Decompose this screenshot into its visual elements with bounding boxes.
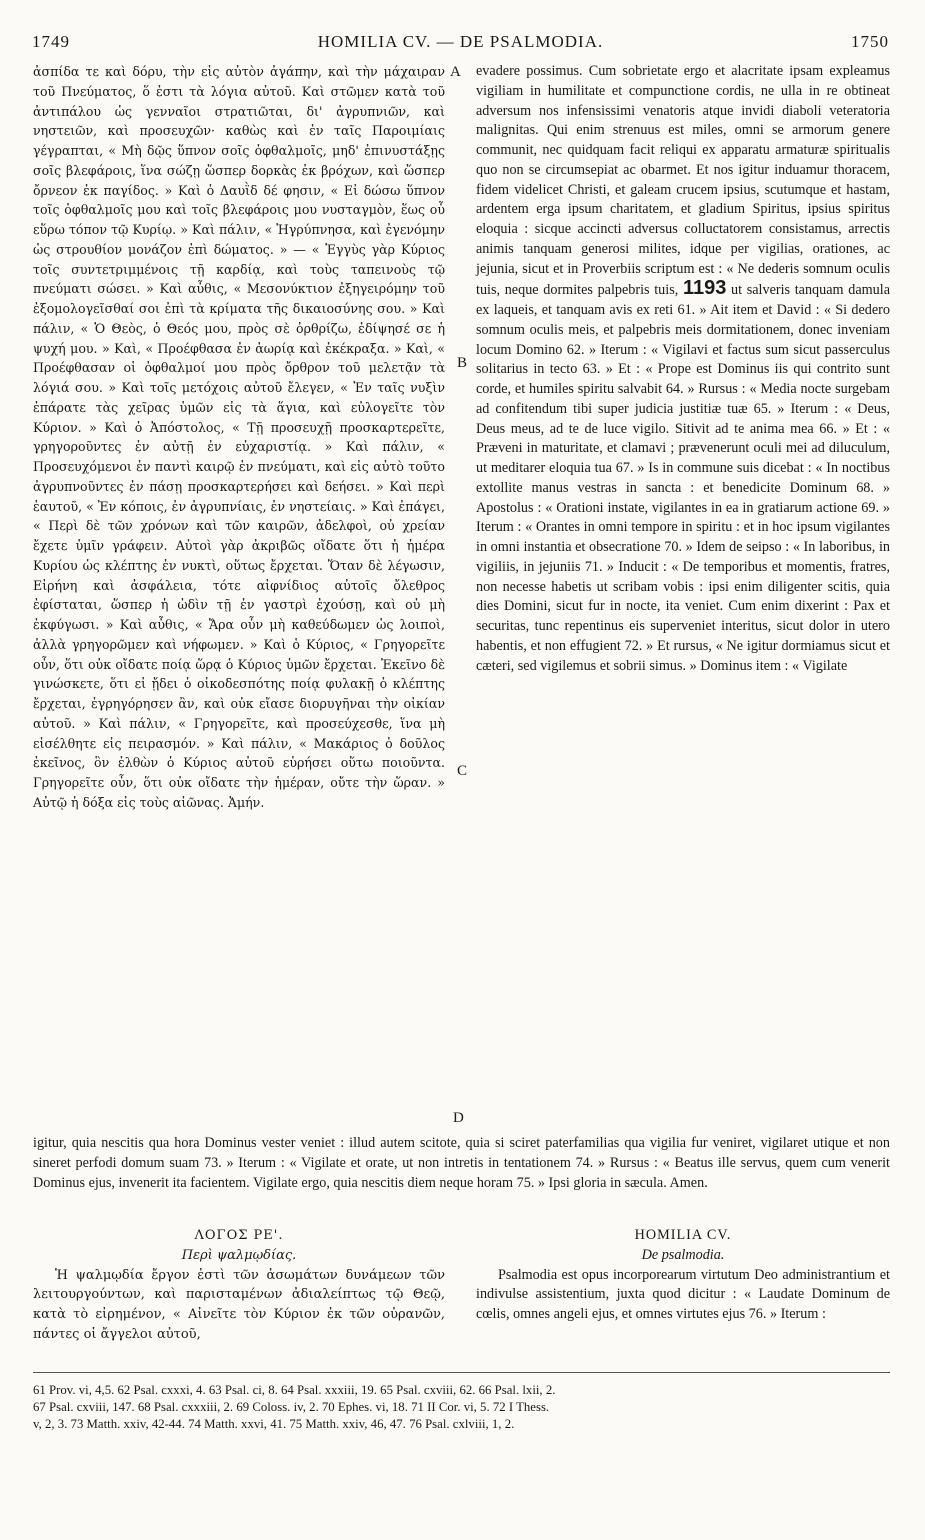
latin-section-text: Psalmodia est opus incorporearum virtutum Deo administrantium et indivulse assistentium, juxta quod dicitur : « Laudate Dominum de cœlis, omnes angeli ejus, et omnes virtutes ejus 76. » Iterum :: [476, 1266, 890, 1322]
page-number-left: 1749: [32, 32, 70, 51]
margin-marker-a: A: [450, 64, 461, 80]
full-width-text: igitur, quia nescitis qua hora Dominus vester veniet : illud autem scitote, quia si sciret paterfamilias qua vigilia fur veniret, vigilaret utique et non sineret perfodi domum suam 73. » Iterum : « Vigilate et orate, ut non intretis in tentationem 74. » Rursus : « Beatus ille servus, quem cum venerit Dominus ejus, invenerit ita facientem. Vigilate ergo, quia nescitis diem neque horam 75. » Ipsi gloria in sæcula. Amen.: [33, 1135, 890, 1191]
greek-section-text: Ἡ ψαλμῳδία ἔργον ἐστὶ τῶν ἀσωμάτων δυνάμεων τῶν λειτουργούντων, καὶ παρισταμένων ἀδιαλείπτως τῷ Θεῷ, κατὰ τὸ εἰρημένον, « Αἰνεῖτε τὸν Κύριον ἐκ τῶν οὐρανῶν, πάντες οἱ ἄγγελοι αὐτοῦ,: [33, 1267, 445, 1342]
greek-section: [33, 1226, 445, 1345]
greek-column-text: ἀσπίδα τε καὶ δόρυ, τὴν εἰς αὐτὸν ἀγάπην, καὶ τὴν μάχαιραν τοῦ Πνεύματος, ὅ ἐστι τὰ λόγια αὐτοῦ. Καὶ στῶμεν κατὰ τοῦ ἀντιπάλου ὡς γενναῖοι στρατιῶται, δι' ἀγρυπνιῶν, καὶ νηστειῶν, καὶ προσευχῶν· καθὼς καὶ ἐν ταῖς Παροιμίαις γέγραπται, « Μὴ δῷς ὕπνον σοῖς ὀφθαλμοῖς, μηδ' ἐπινυστάξῃς σοῖς βλεφάροις, ἵνα σώζῃ ὥσπερ δορκὰς ἐκ βρόχων, καὶ ὥσπερ ὄρνεον ἐκ παγίδος. » Καὶ ὁ Δαυῒδ δέ φησιν, « Εἰ δώσω ὕπνον τοῖς ὀφθαλμοῖς μου καὶ τοῖς βλεφάροις μου νυσταγμὸν, ἕως οὗ εὕρω τόπον τῷ Κυρίῳ. » Καὶ πάλιν, « Ἠγρύπνησα, καὶ ἐγενόμην ὡς στρουθίον μονάζον ἐπὶ δώματος. » — « Ἐγγὺς γὰρ Κύριος τοῖς συντετριμμένοις τῇ καρδίᾳ, καὶ τοὺς ταπεινοὺς τῷ πνεύματι σώσει. » Καὶ αὖθις, « Μεσονύκτιον ἐξηγειρόμην τοῦ ἐξομολογεῖσθαί σοι ἐπὶ τὰ κρίματα τῆς δικαιοσύνης σου. » Καὶ πάλιν, « Ὁ Θεὸς, ὁ Θεός μου, πρὸς σὲ ὀρθρίζω, ἐδίψησέ σε ἡ ψυχή μου. » Καὶ, « Προέφθασα ἐν ἀωρίᾳ καὶ ἐκέκραξα. » Καὶ, « Προέφθασαν οἱ ὀφθαλμοί μου πρὸς ὄρθρον τοῦ μελετᾷν τὰ λόγιά σου. » Καὶ τοῖς μετόχοις αὐτοῦ ἔλεγεν, « Ἐν ταῖς νυξὶν ἐπάρατε τὰς χεῖρας ὑμῶν εἰς τὰ ἅγια, καὶ εὐλογεῖτε τὸν Κύριον. » Καὶ ὁ Ἀπόστολος, « Τῇ προσευχῇ προσκαρτερεῖτε, γρηγοροῦντες ἐν αὐτῇ ἐν εὐχαριστίᾳ. » Καὶ πάλιν, « Προσευχόμενοι ἐν παντὶ καιρῷ ἐν πνεύματι, καὶ εἰς αὐτὸ τοῦτο ἀγρυπνοῦντες ἐν πάσῃ προσκαρτερήσει καὶ δεήσει. » Καὶ περὶ ἑαυτοῦ, « Ἐν κόποις, ἐν ἀγρυπνίαις, ἐν νηστείαις. » Καὶ ἐπάγει, « Περὶ δὲ τῶν χρόνων καὶ τῶν καιρῶν, ἀδελφοὶ, οὐ χρείαν ἔχετε ὑμῖν γράφειν. Αὐτοὶ γὰρ ἀκριβῶς οἴδατε ὅτι ἡ ἡμέρα Κυρίου ὡς κλέπτης ἐν νυκτὶ, οὕτως ἔρχεται. Ὅταν δὲ λέγωσιν, Εἰρήνη καὶ ἀσφάλεια, τότε αἰφνίδιος αὐτοῖς ὄλεθρος ἐφίσταται, ὥσπερ ἡ ὠδὶν τῇ ἐν γαστρὶ ἐχούσῃ, καὶ οὐ μὴ ἐκφύγωσι. » Καὶ αὖθις, « Ἄρα οὖν μὴ καθεύδωμεν ὡς λοιποὶ, ἀλλὰ γρηγορῶμεν καὶ νήφωμεν. » Καὶ ὁ Κύριος, « Γρηγορεῖτε οὖν, ὅτι οὐκ οἴδατε ποίᾳ ὥρᾳ ὁ Κύριος ὑμῶν ἔρχεται. Ἐκεῖνο δὲ γινώσκετε, ὅτι εἰ ᾔδει ὁ οἰκοδεσπότης ποίᾳ φυλακῇ ὁ κλέπτης ἔρχεται, ἐγρηγόρησεν ἂν, καὶ οὐκ εἴασε διορυγῆναι τὴν οἰκίαν αὐτοῦ. » Καὶ πάλιν, « Γρηγορεῖτε, καὶ προσεύχεσθε, ἵνα μὴ εἰσέλθητε εἰς πειρασμόν. » Καὶ πάλιν, « Μακάριος ὁ δοῦλος ἐκεῖνος, ὃν ἐλθὼν ὁ Κύριος αὐτοῦ εὑρήσει οὕτω ποιοῦντα. Γρηγορεῖτε οὖν, ὅτι οὐκ οἴδατε τὴν ἡμέραν, οὔτε τὴν ὥραν. » Αὐτῷ ἡ δόξα εἰς τοὺς αἰῶνας. Ἀμήν.: [33, 64, 445, 810]
margin-marker-d: D: [453, 1110, 464, 1126]
margin-marker-c: C: [457, 763, 468, 779]
footnote-line-1: 61 Prov. vi, 4,5. 62 Psal. cxxxi, 4. 63 Psal. ci, 8. 64 Psal. xxxiii, 19. 65 Psal. cxviii, 62. 66 Psal. lxii, 2.: [33, 1383, 556, 1397]
latin-section-subheading: De psalmodia.: [641, 1246, 725, 1263]
latin-column-text-after: ut salveris tanquam damula ex laqueis, et tanquam avis ex reti 61. » Ait item et David : « Si dedero somnum oculis meis, et palpebris meis dormitationem, donec inveniam locum Domino 62. » Iterum : « Vigilavi et factus sum sicut passerculus solitarius in tecto 63. » Et : « Prope est Dominus iis qui contrito sunt corde, et humiles spiritu salvabit 64. » Rursus : « Media nocte surgebam ad confitendum tibi super judicia justitiæ tuæ 65. » Iterum : « Deus, Deus meus, ad te de luce vigilo. Sitivit ad te anima mea 66. » Et : « Præveni in maturitate, et clamavi ; prævenerunt oculi mei ad diluculum, ut meditarer eloquia tua 67. » Is in commune suis dicebat : « In noctibus extollite manus vestras in sancta : et benedicite Dominum 68. » Apostolus : « Orationi instate, vigilantes in ea in gratiarum actione 69. » Iterum : « Orantes in omni tempore in spiritu : et in hoc ipsum vigilantes in omni instantia et obsecratione 70. » Idem de seipso : « In laboribus, in vigiliis, in jejuniis 71. » Inducit : « De temporibus et momentis, fratres, non necesse habetis ut scribam vobis : ipsi enim diligenter scitis, quia dies Domini, sicut fur in nocte, ita veniet. Cum enim dixerint : Pax et securitas, tunc repentinus eis superveniet interitus, sicut dolor in utero habentis, et non effugient 72. » Et rursus, « Ne igitur dormiamus sicut et cæteri, sed vigilemus et sobrii simus. » Dominus item : « Vigilate: [476, 282, 890, 674]
latin-column-text-before: evadere possimus. Cum sobrietate ergo et alacritate ipsam expleamus vigiliam in humilitate et compunctione cordis, ne ulla in re obtineat adversum nos infensissimi venatoris atque invidi diaboli veteratoria malignitas. Qui enim strenuus est miles, omni se armorum genere communit, nec quidquam facit reliqui ex apparatu armaturæ spiritualis quo non se circumsepiat ac obarmet. Et nos igitur induamur thoracem, fidem videlicet Christi, et galeam crucem ipsius, scutumque et hastam, ardentem erga ipsum charitatem, et gladium Spiritus, ipsius spiritus eloquia : sicque accincti adversus colluctatorem consistamus, arrectis animis tanquam generosi milites, idque per vigilias, orationes, ac jejunia, sicut et in Proverbiis scriptum est : « Ne dederis somnum oculis tuis, neque dormites palpebris tuis,: [476, 63, 890, 299]
margin-marker-b: B: [457, 355, 468, 371]
footnote-line-2: 67 Psal. cxviii, 147. 68 Psal. cxxxiii, 2. 69 Coloss. iv, 2. 70 Ephes. vi, 18. 71 II Cor. vi, 5. 72 I Thess.: [33, 1400, 550, 1414]
full-width-paragraph: [33, 1134, 890, 1193]
greek-column: [33, 62, 445, 813]
footnotes: [33, 1382, 890, 1433]
greek-section-heading: ΛΟΓΟΣ ΡΕ'.: [194, 1228, 284, 1243]
greek-section-subheading: Περὶ ψαλμῳδίας.: [181, 1247, 297, 1263]
running-title: HOMILIA CV. — DE PSALMODIA.: [317, 32, 604, 51]
latin-column-paragraph: [476, 62, 890, 676]
footnote-divider: [33, 1372, 890, 1373]
latin-column: [476, 62, 890, 676]
page-header: [32, 32, 889, 56]
latin-section: [476, 1226, 890, 1325]
latin-section-heading: HOMILIA CV.: [634, 1227, 732, 1243]
page-number-right: 1750: [851, 32, 889, 51]
footnote-line-3: v, 2, 3. 73 Matth. xxiv, 42-44. 74 Matth. xxvi, 41. 75 Matth. xxiv, 46, 47. 76 Psal. cxlviii, 1, 2.: [33, 1417, 515, 1431]
column-number: 1193: [682, 277, 727, 300]
